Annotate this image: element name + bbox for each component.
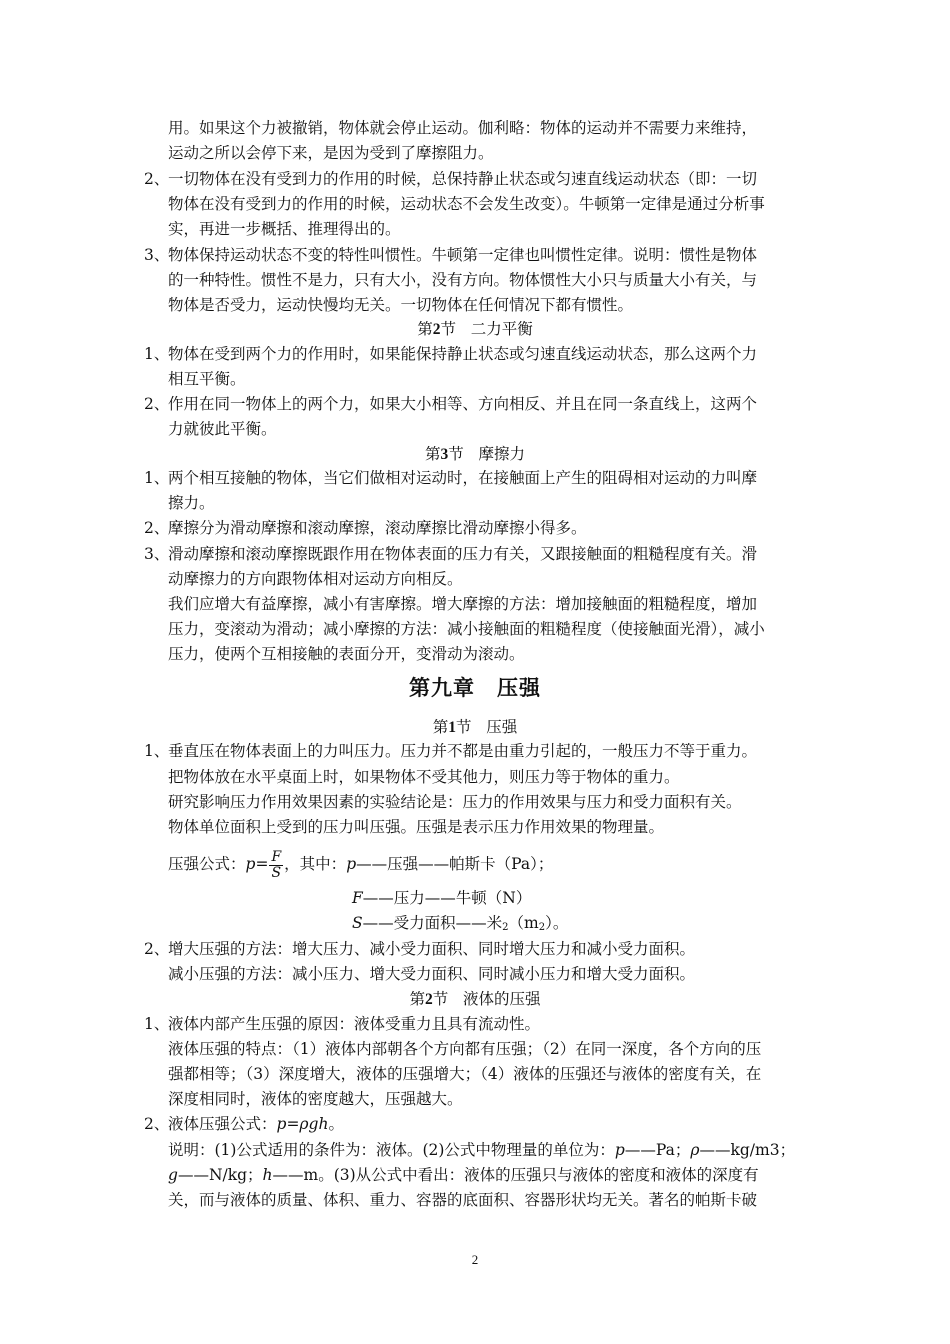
text-line: 力就彼此平衡。 — [168, 420, 277, 438]
heading-prefix: 第 — [424, 445, 441, 463]
text-line: 物体在受到两个力的作用时，如果能保持静止状态或匀速直线运动状态，那么这两个力 — [168, 345, 758, 363]
heading-number: 2 — [424, 991, 433, 1008]
text-line: 液体压强公式： — [168, 1115, 277, 1133]
list-item — [144, 244, 757, 266]
section-heading — [0, 318, 950, 341]
item-number: 1、 — [144, 469, 170, 487]
item-number: 1、 — [144, 345, 170, 363]
item-number: 3、 — [144, 545, 170, 563]
text-line: 两个相互接触的物体，当它们做相对运动时，在接触面上产生的阻碍相对运动的力叫摩 — [168, 469, 758, 487]
formula-line — [352, 912, 568, 939]
formula-line — [352, 887, 531, 909]
fraction-denominator: S — [271, 864, 282, 881]
symbol-g: g — [168, 1166, 178, 1184]
symbol-h: h — [262, 1166, 273, 1184]
text-line: 强都相等；（3）深度增大，液体的压强增大；（4）液体的压强还与液体的密度有关，在 — [168, 1065, 762, 1083]
text-line: 压力，使两个互相接触的表面分开，变滑动为滚动。 — [168, 645, 525, 663]
list-item — [144, 938, 695, 960]
list-item — [144, 517, 587, 539]
item-number: 1、 — [144, 742, 170, 760]
item-number: 2、 — [144, 1115, 170, 1133]
text-line: 关，而与液体的质量、体积、重力、容器的底面积、容器形状均无关。著名的帕斯卡破 — [168, 1191, 758, 1209]
symbol-desc: ）。 — [545, 914, 569, 932]
item-number: 3、 — [144, 246, 170, 264]
list-item — [144, 343, 757, 365]
list-item — [144, 393, 757, 415]
liquid-pressure-formula: p=ρgh — [276, 1115, 329, 1133]
item-number: 2、 — [144, 519, 170, 537]
text-line: 液体内部产生压强的原因：液体受重力且具有流动性。 — [168, 1015, 541, 1033]
text-line: 运动之所以会停下来，是因为受到了摩擦阻力。 — [168, 144, 494, 162]
heading-suffix: 节 — [432, 990, 449, 1008]
text-line: 一切物体在没有受到力的作用的时候，总保持静止状态或匀速直线运动状态（即：一切 — [168, 170, 758, 188]
heading-prefix: 第 — [432, 718, 449, 736]
text-line: 用。如果这个力被撤销，物体就会停止运动。伽利略：物体的运动并不需要力来维持， — [168, 119, 758, 137]
heading-title: 二力平衡 — [470, 320, 533, 338]
heading-suffix: 节 — [440, 320, 456, 338]
list-item — [144, 740, 757, 762]
text-line: 深度相同时，液体的密度越大，压强越大。 — [168, 1090, 463, 1108]
item-number: 1、 — [144, 1015, 170, 1033]
text-span: 说明：(1)公式适用的条件为：液体。(2)公式中物理量的单位为： — [168, 1141, 615, 1159]
fraction-numerator: F — [271, 848, 282, 865]
symbol-F: F — [352, 889, 363, 907]
section-heading — [0, 988, 950, 1011]
text-line — [168, 1164, 759, 1186]
text-line: 压力，变滚动为滑动；减小摩擦的方法：减小接触面的粗糙程度（使接触面光滑），减小 — [168, 620, 765, 638]
text-span: ——kg/m3； — [699, 1141, 796, 1159]
symbol-desc: （m — [508, 914, 539, 932]
text-line: 液体压强的特点：（1）液体内部朝各个方向都有压强；（2）在同一深度，各个方向的压 — [168, 1040, 762, 1058]
text-line: 动摩擦力的方向跟物体相对运动方向相反。 — [168, 570, 463, 588]
text-line: 我们应增大有益摩擦，减小有害摩擦。增大摩擦的方法：增加接触面的粗糙程度，增加 — [168, 595, 758, 613]
text-line — [168, 1139, 795, 1161]
section-heading — [0, 443, 950, 466]
symbol-S: S — [352, 914, 363, 932]
text-line: 相互平衡。 — [168, 370, 246, 388]
symbol-desc: ——压强——帕斯卡（Pa）； — [356, 855, 554, 873]
text-span: ——m。(3)从公式中看出：液体的压强只与液体的密度和液体的深度有 — [272, 1166, 759, 1184]
heading-suffix: 节 — [455, 718, 472, 736]
symbol-desc: ——压力——牛顿（N） — [362, 889, 532, 907]
text-punct: 。 — [328, 1115, 344, 1133]
item-number: 2、 — [144, 170, 170, 188]
heading-prefix: 第 — [409, 990, 425, 1008]
unit-exponent: 2 — [502, 922, 509, 933]
symbol-desc: ——受力面积——米 — [362, 914, 503, 932]
text-line: 垂直压在物体表面上的力叫压力。压力并不都是由重力引起的，一般压力不等于重力。 — [168, 742, 758, 760]
text-line: 物体在没有受到力的作用的时候，运动状态不会发生改变）。牛顿第一定律是通过分析事 — [168, 195, 765, 213]
text-span: ——N/kg； — [177, 1166, 263, 1184]
heading-number: 3 — [440, 446, 449, 463]
text-span: ——Pa； — [624, 1141, 691, 1159]
list-item — [144, 543, 757, 565]
text-line: 减小压强的方法：减小压力、增大受力面积、同时减小压力和增大受力面积。 — [168, 965, 696, 983]
text-line: 的一种特性。惯性不是力，只有大小，没有方向。物体惯性大小只与质量大小有关，与 — [168, 271, 758, 289]
formula-symbol-p: p — [245, 855, 256, 873]
item-number: 2、 — [144, 395, 170, 413]
symbol-rho: ρ — [690, 1141, 700, 1159]
section-heading — [0, 716, 950, 739]
heading-suffix: 节 — [448, 445, 464, 463]
page-number: 2 — [471, 1252, 479, 1267]
text-line: 物体单位面积上受到的压力叫压强。压强是表示压力作用效果的物理量。 — [168, 818, 665, 836]
text-line: 实，再进一步概括、推理得出的。 — [168, 220, 401, 238]
text-line: 滑动摩擦和滚动摩擦既跟作用在物体表面的压力有关，又跟接触面的粗糙程度有关。滑 — [168, 545, 758, 563]
list-item — [144, 1113, 344, 1135]
symbol-p: p — [346, 855, 357, 873]
text-line: 作用在同一物体上的两个力，如果大小相等、方向相反、并且在同一条直线上，这两个 — [168, 395, 758, 413]
text-line: 擦力。 — [168, 494, 215, 512]
heading-number: 2 — [432, 321, 441, 338]
pressure-formula — [168, 849, 553, 881]
unit-exponent: 2 — [538, 922, 546, 933]
text-line: 物体保持运动状态不变的特性叫惯性。牛顿第一定律也叫惯性定律。说明：惯性是物体 — [168, 246, 758, 264]
text-line: 物体是否受力，运动快慢均无关。一切物体在任何情况下都有惯性。 — [168, 296, 634, 314]
formula-text: ，其中： — [284, 855, 347, 873]
text-line: 摩擦分为滑动摩擦和滚动摩擦，滚动摩擦比滑动摩擦小得多。 — [168, 519, 587, 537]
text-line: 把物体放在水平桌面上时，如果物体不受其他力，则压力等于物体的重力。 — [168, 768, 680, 786]
heading-title: 摩擦力 — [478, 445, 526, 463]
heading-title: 液体的压强 — [463, 990, 541, 1008]
symbol-p: p — [614, 1141, 625, 1159]
list-item — [144, 1013, 540, 1035]
item-number: 2、 — [144, 940, 170, 958]
text-line: 增大压强的方法：增大压力、减小受力面积、同时增大压力和减小受力面积。 — [168, 940, 696, 958]
formula-label: 压强公式： — [168, 855, 246, 873]
heading-title: 压强 — [486, 718, 518, 736]
text-line: 研究影响压力作用效果因素的实验结论是：压力的作用效果与压力和受力面积有关。 — [168, 793, 742, 811]
list-item — [144, 168, 757, 190]
chapter-title: 第九章 压强 — [409, 676, 541, 700]
heading-prefix: 第 — [417, 320, 433, 338]
list-item — [144, 467, 757, 489]
formula-fraction — [269, 850, 283, 881]
formula-equals: = — [255, 855, 269, 873]
heading-number: 1 — [448, 719, 456, 736]
